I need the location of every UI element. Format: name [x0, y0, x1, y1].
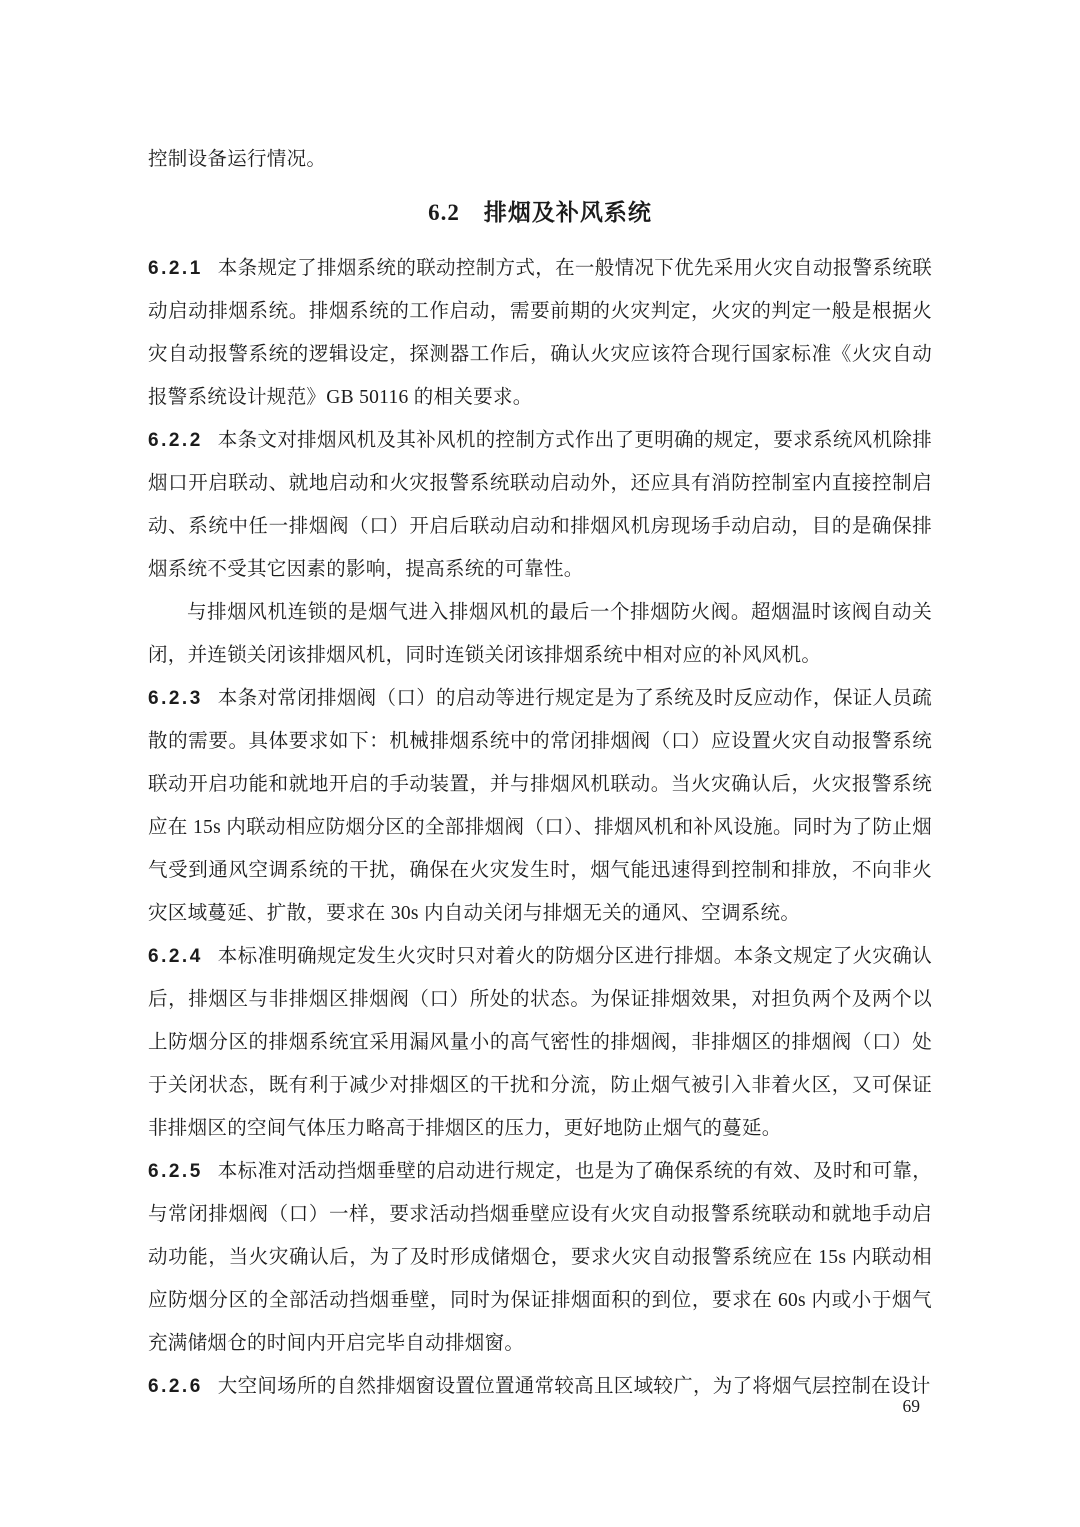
continuation-paragraph [148, 138, 932, 181]
clause-6-2-2 [148, 419, 932, 591]
interlock-note-text: 与排烟风机连锁的是烟气进入排烟风机的最后一个排烟防火阀。超烟温时该阀自动关闭，并连锁关闭该排烟风机，同时连锁关闭该排烟系统中相对应的补风风机。 [148, 602, 932, 666]
clause-6-2-3 [148, 677, 932, 935]
clause-text: 大空间场所的自然排烟窗设置位置通常较高且区域较广，为了将烟气层控制在设计 [217, 1376, 931, 1397]
clause-text: 本条规定了排烟系统的联动控制方式，在一般情况下优先采用火灾自动报警系统联动启动排烟系统。排烟系统的工作启动，需要前期的火灾判定，火灾的判定一般是根据火灾自动报警系统的逻辑设定，探测器工作后，确认火灾应该符合现行国家标准《火灾自动报警系统设计规范》GB 50116 的相关要求。 [148, 258, 932, 408]
clause-6-2-5 [148, 1150, 932, 1365]
clause-number: 6.2.2 [148, 430, 203, 451]
section-number: 6.2 [428, 200, 460, 225]
clause-text: 本标准对活动挡烟垂壁的启动进行规定，也是为了确保系统的有效、及时和可靠，与常闭排烟阀（口）一样，要求活动挡烟垂壁应设有火灾自动报警系统联动和就地手动启动功能，当火灾确认后，为了及时形成储烟仓，要求火灾自动报警系统应在 15s 内联动相应防烟分区的全部活动挡烟垂壁，同时为保证排烟面积的到位，要求在 60s 内或小于烟气充满储烟仓的时间内开启完毕自动排烟窗。 [148, 1161, 932, 1354]
clause-text: 本条对常闭排烟阀（口）的启动等进行规定是为了系统及时反应动作，保证人员疏散的需要。具体要求如下：机械排烟系统中的常闭排烟阀（口）应设置火灾自动报警系统联动开启功能和就地开启的手动装置，并与排烟风机联动。当火灾确认后，火灾报警系统应在 15s 内联动相应防烟分区的全部排烟阀（口）、排烟风机和补风设施。同时为了防止烟气受到通风空调系统的干扰，确保在火灾发生时，烟气能迅速得到控制和排放，不向非火灾区域蔓延、扩散，要求在 30s 内自动关闭与排烟无关的通风、空调系统。 [148, 688, 932, 924]
clause-number: 6.2.6 [148, 1376, 203, 1397]
page-number: 69 [902, 1396, 920, 1416]
continuation-text: 控制设备运行情况。 [148, 149, 327, 170]
section-title: 排烟及补风系统 [483, 200, 652, 225]
clause-6-2-1 [148, 247, 932, 419]
clause-number: 6.2.3 [148, 688, 203, 709]
clause-number: 6.2.4 [148, 946, 203, 967]
clause-text: 本条文对排烟风机及其补风机的控制方式作出了更明确的规定，要求系统风机除排烟口开启联动、就地启动和火灾报警系统联动启动外，还应具有消防控制室内直接控制启动、系统中任一排烟阀（口）开启后联动启动和排烟风机房现场手动启动，目的是确保排烟系统不受其它因素的影响，提高系统的可靠性。 [148, 430, 932, 580]
section-heading [148, 193, 932, 233]
clause-number: 6.2.5 [148, 1161, 203, 1182]
clause-6-2-6 [148, 1365, 932, 1408]
clause-6-2-4 [148, 935, 932, 1150]
interlock-note-paragraph [148, 591, 932, 677]
clause-text: 本标准明确规定发生火灾时只对着火的防烟分区进行排烟。本条文规定了火灾确认后，排烟区与非排烟区排烟阀（口）所处的状态。为保证排烟效果，对担负两个及两个以上防烟分区的排烟系统宜采用漏风量小的高气密性的排烟阀，非排烟区的排烟阀（口）处于关闭状态，既有利于减少对排烟区的干扰和分流，防止烟气被引入非着火区，又可保证非排烟区的空间气体压力略高于排烟区的压力，更好地防止烟气的蔓延。 [148, 946, 932, 1139]
clause-number: 6.2.1 [148, 258, 203, 279]
